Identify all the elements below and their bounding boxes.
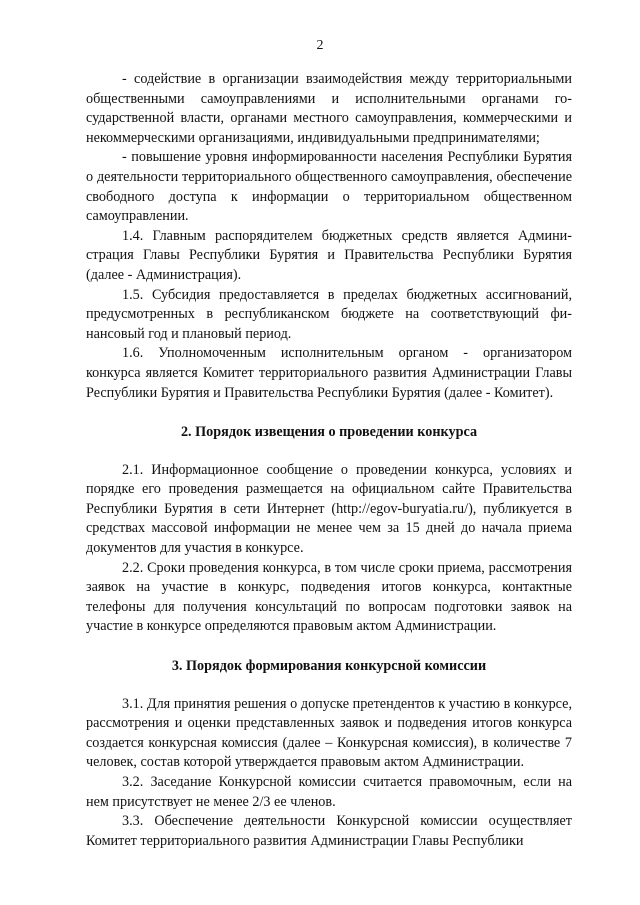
section-3-heading: 3. Порядок формирования конкурсной комиссии	[171, 658, 487, 675]
paragraph-2-2: 2.2. Сроки проведения конкурса, в том числе сроки приема, рассмотрения заявок на участие в конкурс, подведения итогов конкурса, контактные телефоны для получения консультаций по вопросам подготовки заявок на участие в конкурсе определяются правовым актом Администрации.	[86, 559, 572, 635]
page-number: 2	[316, 38, 324, 53]
document-body	[86, 70, 572, 851]
paragraph-1-6: 1.6. Уполномоченным исполнительным органом - организатором конкурса является Комитет территориального развития Администрации Главы Республики Бурятия и Правительства Республики Бурятия (далее - Комитет).	[86, 345, 572, 401]
paragraph-3-2: 3.2. Заседание Конкурсной комиссии считается правомочным, если на нем присутствует не менее 2/3 ее членов.	[86, 774, 572, 810]
paragraph-3-3: 3.3. Обеспечение деятельности Конкурсной комиссии осуществляет Комитет территориального развития Администрации Главы Республики	[86, 813, 572, 849]
paragraph-cooperation: - содействие в организации взаимодействия между территориальными общественными самоуправлениями и исполнительными органами государственной власти, органами местного самоуправления, коммерческими и некоммерческими организациями, индивидуальными предпринимателями;	[86, 71, 572, 146]
section-2-heading: 2. Порядок извещения о проведении конкурса	[180, 424, 478, 441]
paragraph-3-1: 3.1. Для принятия решения о допуске претендентов к участию в конкурсе, рассмотрения и оценки представленных заявок и подведения итогов конкурса создается конкурсная комиссия (далее – Конкурсная комиссия), в количестве 7 человек, состав которой утверждается правовым актом Администрации.	[86, 695, 572, 771]
paragraph-1-4: 1.4. Главным распорядителем бюджетных средств является Администрация Главы Республики Бурятия и Правительства Республики Бурятия (далее - Администрация).	[86, 227, 572, 283]
paragraph-awareness: - повышение уровня информированности населения Республики Бурятия о деятельности территориального общественного самоуправления, обеспечение свободного доступа к информации о территориальном общественном самоуправлении.	[86, 149, 572, 225]
paragraph-1-5: 1.5. Субсидия предоставляется в пределах бюджетных ассигнований, предусмотренных в республиканском бюджете на соответствующий финансовый год и плановый период.	[86, 286, 572, 342]
paragraph-2-1: 2.1. Информационное сообщение о проведении конкурса, условиях и порядке его проведения размещается на официальном сайте Правительства Республики Бурятия в сети Интернет (http://egov-buryatia.ru/), публикуется в средствах массовой информации не менее чем за 15 дней до начала приема документов для участия в конкурсе.	[86, 461, 572, 557]
